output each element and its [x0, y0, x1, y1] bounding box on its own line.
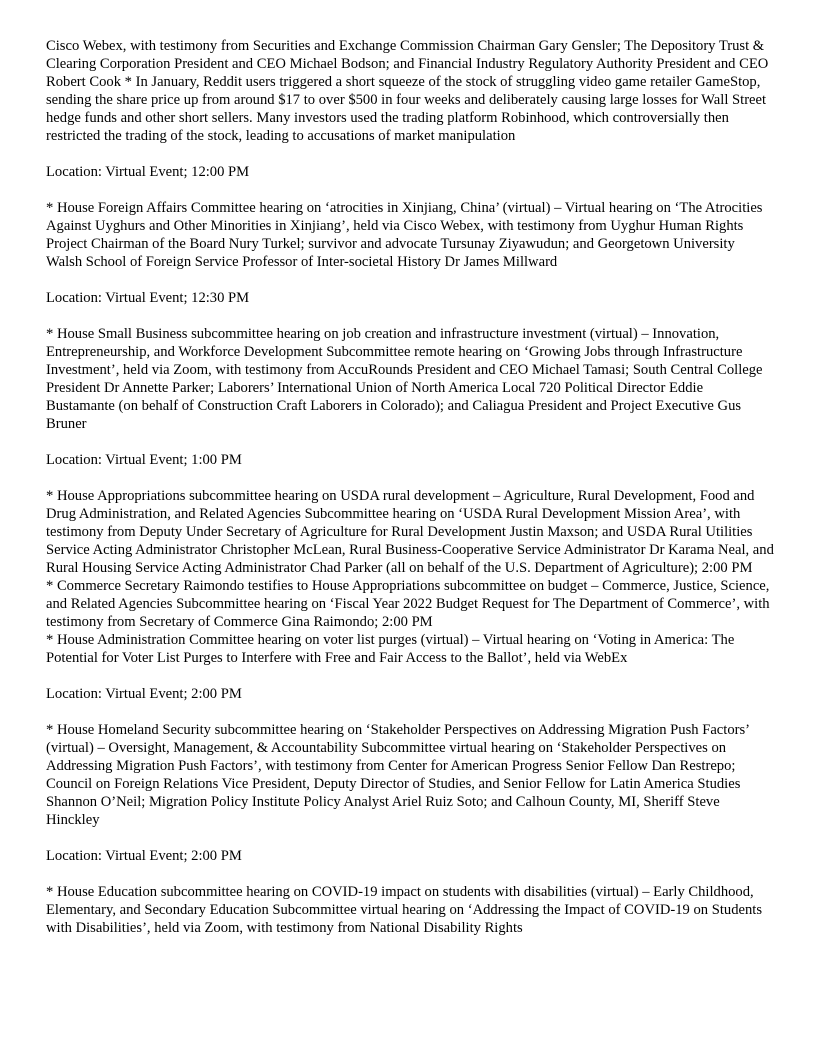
- paragraph-gap: [46, 703, 774, 721]
- location-line: Location: Virtual Event; 2:00 PM: [46, 686, 242, 702]
- paragraph-usda-hearing: * House Appropriations subcommittee hearing on USDA rural development – Agriculture, Rural Development, Food and Drug Administration, and Related Agencies Subcommittee hearing on ‘USDA Rural Development Mission Area’, with testimony from Deputy Under Secretary of Agriculture for Rural Development Justin Maxson; and USDA Rural Utilities Service Acting Administrator Christopher McLean, Rural Business-Cooperative Service Administrator Dr Karama Neal, and Rural Housing Service Acting Administrator Chad Parker (all on behalf of the U.S. Department of Agriculture); 2:00 PM: [46, 488, 774, 576]
- paragraph-education-hearing: * House Education subcommittee hearing on COVID-19 impact on students with disabilities (virtual) – Early Childhood, Elementary, and Secondary Education Subcommittee virtual hearing on ‘Addressing the Impact of COVID-19 on Students with Disabilities’, held via Zoom, with testimony from National Disability Rights: [46, 884, 762, 936]
- paragraph-gap: [46, 181, 774, 199]
- paragraph-gap: [46, 667, 774, 685]
- paragraph-gap: [46, 469, 774, 487]
- paragraph-small-business-hearing: * House Small Business subcommittee hearing on job creation and infrastructure investment (virtual) – Innovation, Entrepreneurship, and Workforce Development Subcommittee remote hearing on ‘Growing Jobs through Infrastructure Investment’, held via Zoom, with testimony from AccuRounds President and CEO Michael Tamasi; South Central College President Dr Annette Parker; Laborers’ International Union of North America Local 720 Political Director Eddie Bustamante (on behalf of Construction Craft Laborers in Colorado); and Caliagua President and Project Executive Gus Bruner: [46, 326, 763, 432]
- paragraph-gap: [46, 433, 774, 451]
- paragraph-gap: [46, 145, 774, 163]
- location-line: Location: Virtual Event; 1:00 PM: [46, 452, 242, 468]
- paragraph-commerce-hearing: * Commerce Secretary Raimondo testifies to House Appropriations subcommittee on budget – Commerce, Justice, Science, and Related Agencies Subcommittee hearing on ‘Fiscal Year 2022 Budget Request for The Department of Commerce’, with testimony from Secretary of Commerce Gina Raimondo; 2:00 PM: [46, 578, 770, 630]
- document-body: [46, 37, 774, 937]
- location-line: Location: Virtual Event; 12:00 PM: [46, 164, 250, 180]
- paragraph-xinjiang-hearing: * House Foreign Affairs Committee hearing on ‘atrocities in Xinjiang, China’ (virtual) – Virtual hearing on ‘The Atrocities Against Uyghurs and Other Minorities in Xinjiang’, held via Cisco Webex, with testimony from Uyghur Human Rights Project Chairman of the Board Nury Turkel; survivor and advocate Tursunay Ziyawudun; and Georgetown University Walsh School of Foreign Service Professor of Inter-societal History Dr James Millward: [46, 200, 763, 270]
- paragraph-gap: [46, 271, 774, 289]
- location-line: Location: Virtual Event; 12:30 PM: [46, 290, 250, 306]
- location-line: Location: Virtual Event; 2:00 PM: [46, 848, 242, 864]
- paragraph-gap: [46, 865, 774, 883]
- paragraph-homeland-security-hearing: * House Homeland Security subcommittee hearing on ‘Stakeholder Perspectives on Addressing Migration Push Factors’ (virtual) – Oversight, Management, & Accountability Subcommittee virtual hearing on ‘Stakeholder Perspectives on Addressing Migration Push Factors’, with testimony from Center for American Progress Senior Fellow Dan Restrepo; Council on Foreign Relations Vice President, Deputy Director of Studies, and Senior Fellow for Latin America Studies Shannon O’Neil; Migration Policy Institute Policy Analyst Ariel Ruiz Soto; and Calhoun County, MI, Sheriff Steve Hinckley: [46, 722, 749, 828]
- paragraph-gap: [46, 829, 774, 847]
- paragraph-voter-list-hearing: * House Administration Committee hearing on voter list purges (virtual) – Virtual hearing on ‘Voting in America: The Potential for Voter List Purges to Interfere with Free and Fair Access to the Ballot’, held via WebEx: [46, 632, 735, 666]
- paragraph-sec-hearing-continued: Cisco Webex, with testimony from Securities and Exchange Commission Chairman Gary Gensler; The Depository Trust & Clearing Corporation President and CEO Michael Bodson; and Financial Industry Regulatory Authority President and CEO Robert Cook * In January, Reddit users triggered a short squeeze of the stock of struggling video game retailer GameStop, sending the share price up from around $17 to over $500 in four weeks and deliberately causing large losses for Wall Street hedge funds and other short sellers. Many investors used the trading platform Robinhood, which controversially then restricted the trading of the stock, leading to accusations of market manipulation: [46, 38, 769, 144]
- paragraph-gap: [46, 307, 774, 325]
